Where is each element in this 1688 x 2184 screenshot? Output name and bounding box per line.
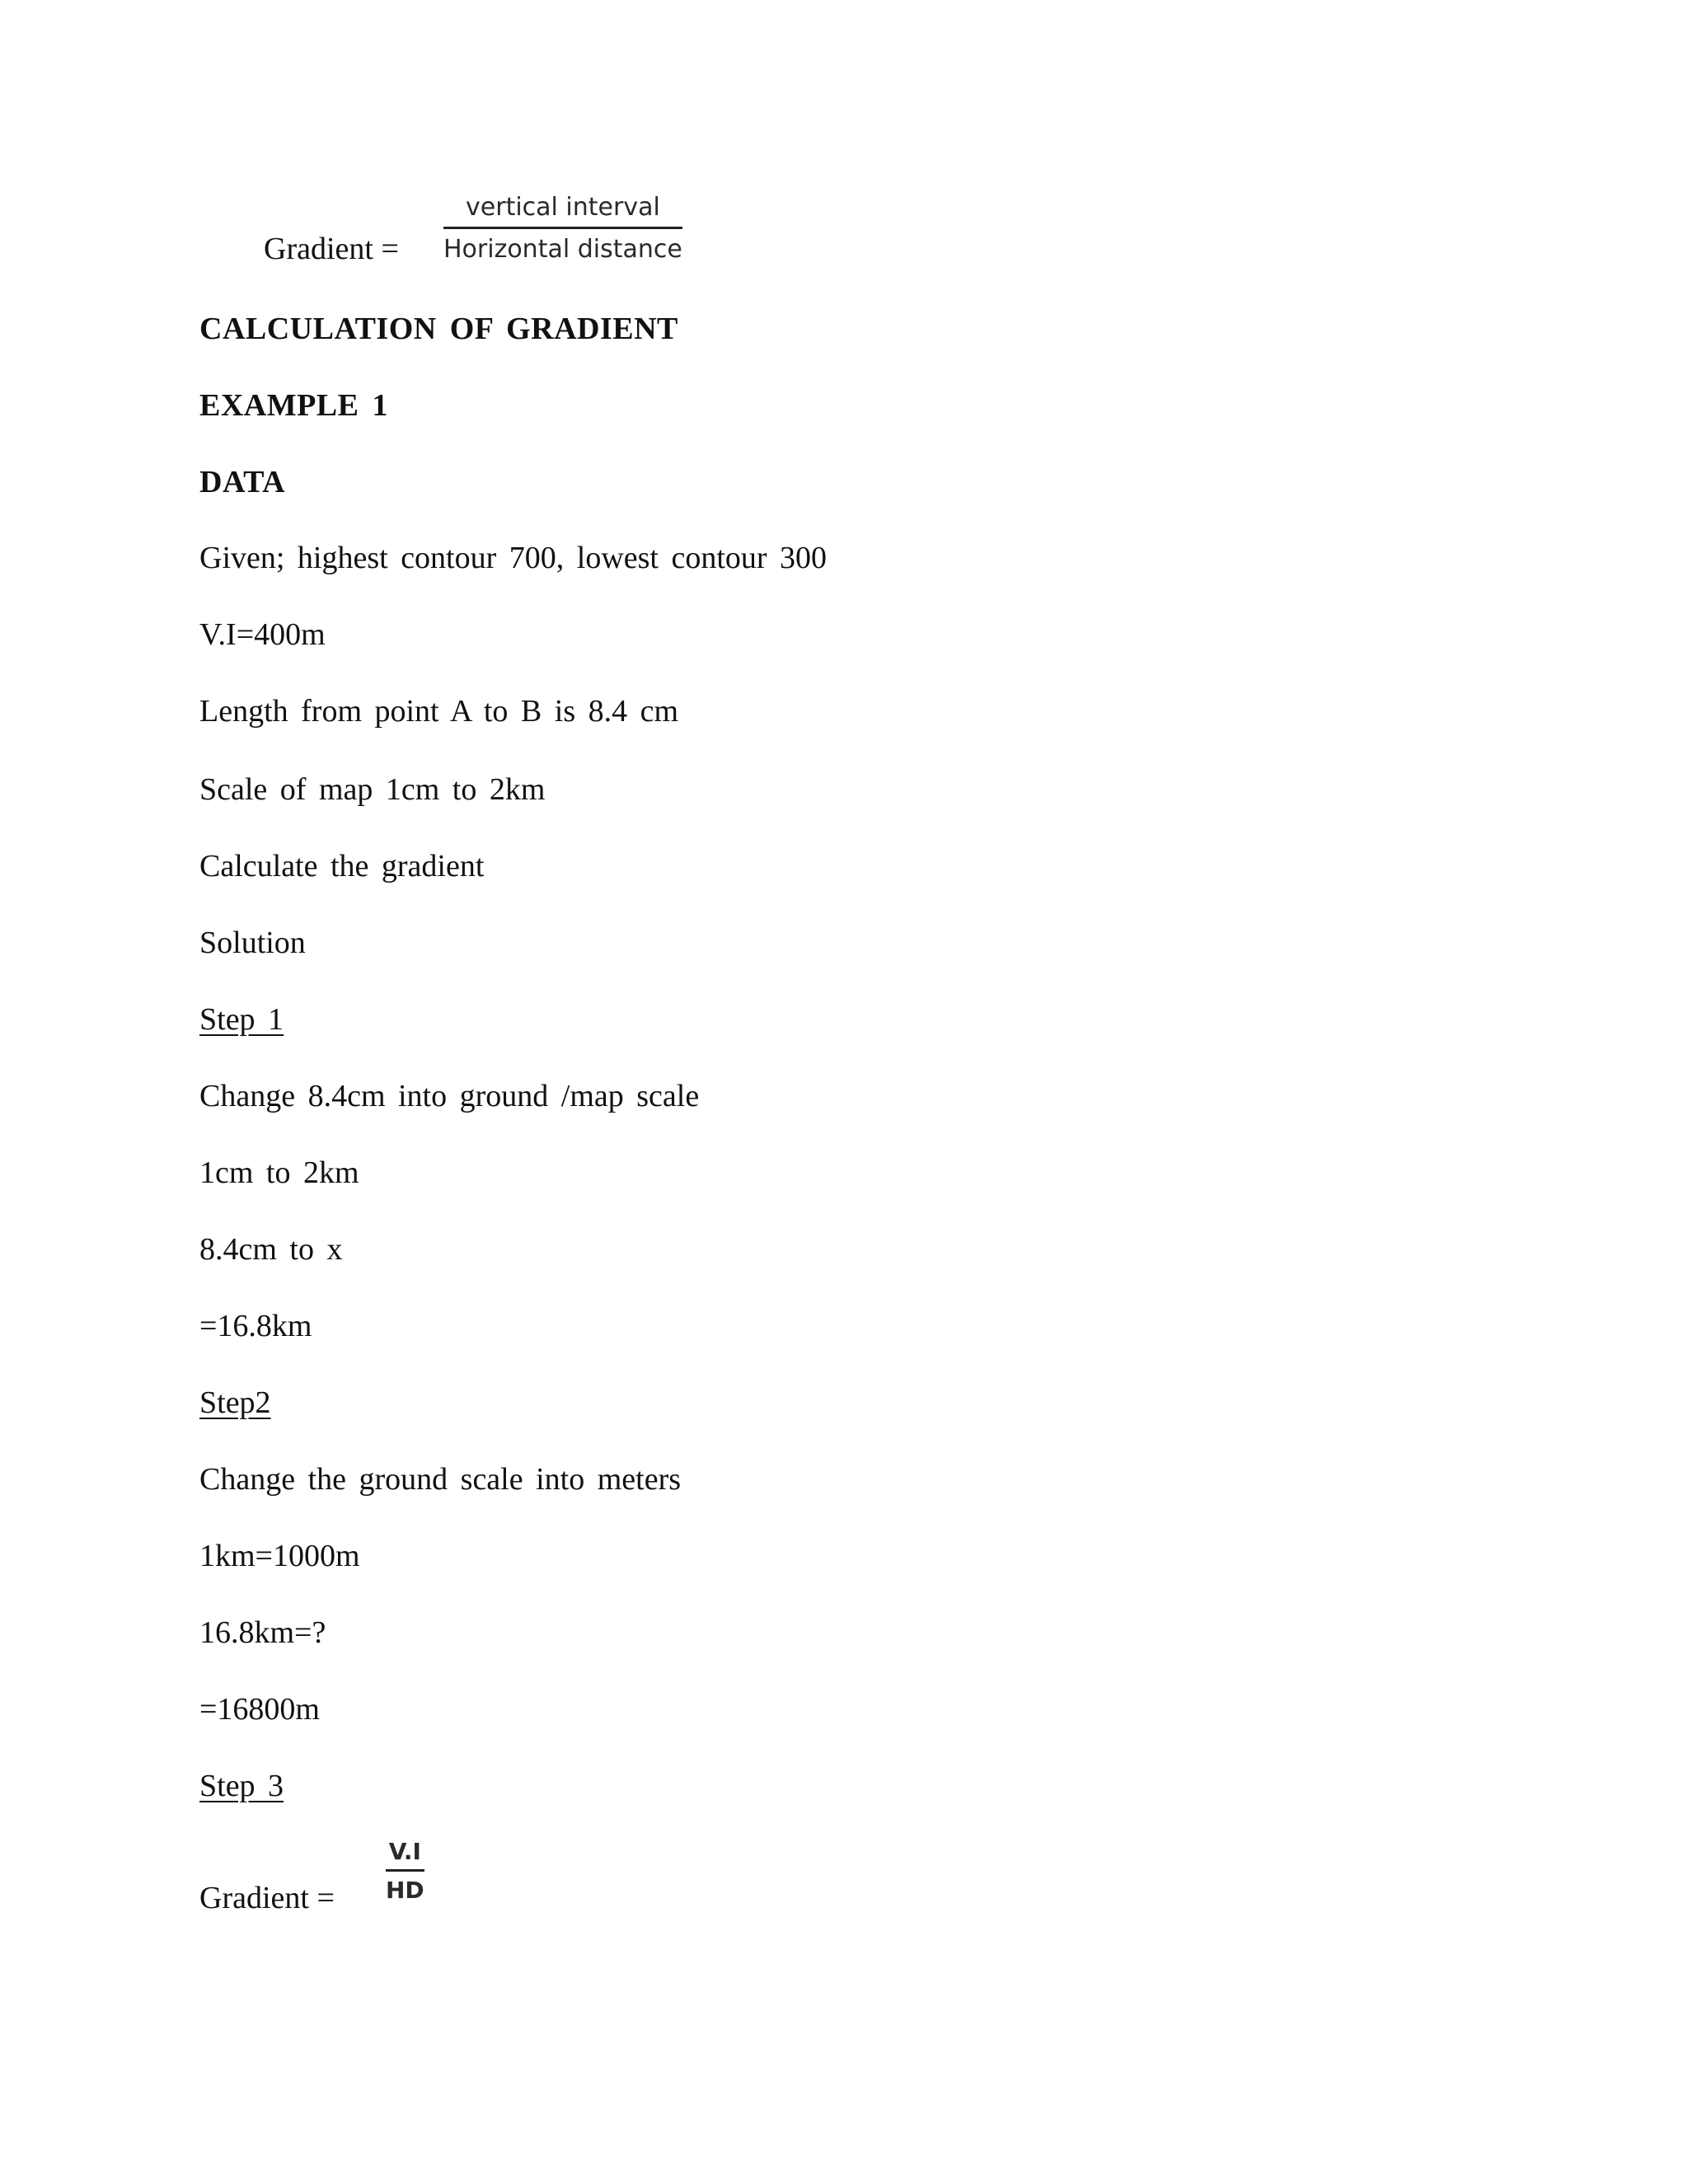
- step3-fraction: [386, 1838, 424, 1905]
- step2-title: Step2: [199, 1385, 271, 1420]
- formula-lhs: Gradient =: [264, 232, 399, 266]
- length-text: Length from point A to B is 8.4 cm: [199, 694, 679, 729]
- example-heading: EXAMPLE 1: [199, 388, 388, 423]
- formula-numerator: vertical interval: [466, 193, 660, 222]
- formula-fraction: [443, 192, 682, 265]
- step2-line1: 1km=1000m: [199, 1539, 360, 1573]
- data-heading: DATA: [199, 465, 286, 499]
- step3-lhs: Gradient =: [199, 1881, 335, 1915]
- step1-line2: 8.4cm to x: [199, 1232, 343, 1267]
- given-text: Given; highest contour 700, lowest contour 300: [199, 541, 828, 575]
- fraction-bar: [386, 1869, 424, 1872]
- step1-title: Step 1: [199, 1002, 284, 1037]
- solution-label: Solution: [199, 926, 306, 960]
- step2-result: =16800m: [199, 1692, 320, 1727]
- step3-numerator: V.I: [388, 1838, 421, 1865]
- task-text: Calculate the gradient: [199, 849, 485, 883]
- scale-text: Scale of map 1cm to 2km: [199, 772, 546, 807]
- formula-denominator: Horizontal distance: [443, 235, 682, 264]
- fraction-bar: [443, 227, 682, 229]
- step1-instruction: Change 8.4cm into ground /map scale: [199, 1079, 700, 1113]
- section-heading: CALCULATION OF GRADIENT: [199, 312, 678, 346]
- step3-denominator: HD: [386, 1877, 424, 1904]
- step2-instruction: Change the ground scale into meters: [199, 1462, 682, 1497]
- step3-title: Step 3: [199, 1769, 284, 1803]
- step2-line2: 16.8km=?: [199, 1615, 326, 1650]
- step1-result: =16.8km: [199, 1309, 312, 1343]
- vertical-interval-text: V.I=400m: [199, 617, 326, 652]
- step1-line1: 1cm to 2km: [199, 1155, 359, 1190]
